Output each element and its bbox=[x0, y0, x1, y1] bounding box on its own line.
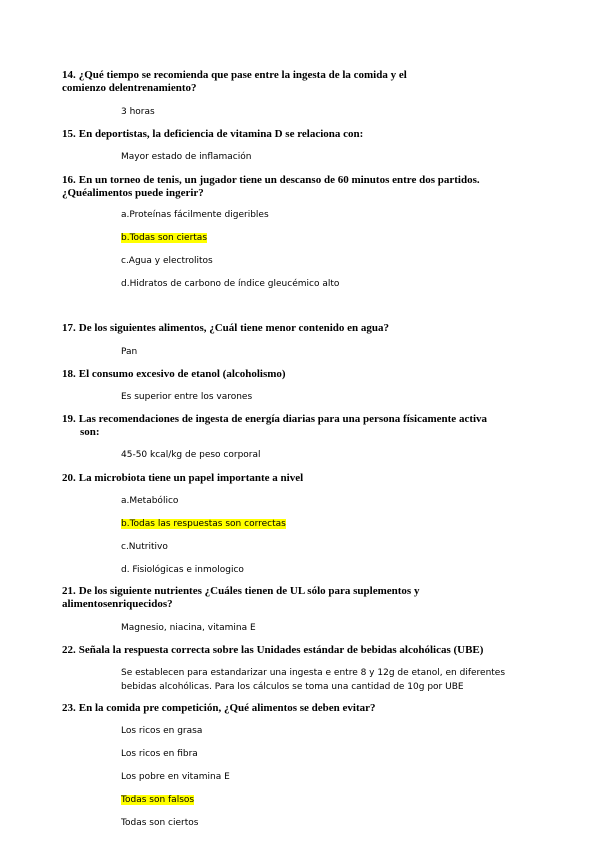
question-number: 18. bbox=[62, 368, 76, 380]
answer-line-2: bebidas alcohólicas. Para los cálculos se toma una cantidad de 10g por UBE bbox=[121, 682, 464, 692]
question-text: De los siguiente nutrientes ¿Cuáles tienen de UL sólo para suplementos y bbox=[78, 585, 420, 597]
answer: 45-50 kcal/kg de peso corporal bbox=[121, 450, 261, 460]
question-number: 15. bbox=[62, 128, 76, 140]
answer-option-a: a.Metabólico bbox=[121, 496, 179, 506]
question-text: La microbiota tiene un papel importante a nivel bbox=[78, 472, 304, 484]
answer-option-3: Los pobre en vitamina E bbox=[121, 772, 230, 782]
question-text: El consumo excesivo de etanol (alcoholismo) bbox=[78, 368, 286, 380]
question-number: 20. bbox=[62, 472, 76, 484]
question-text: En un torneo de tenis, un jugador tiene un descanso de 60 minutos entre dos partidos. bbox=[78, 174, 480, 186]
answer: Magnesio, niacina, vitamina E bbox=[121, 623, 256, 633]
answer-option-c: c.Nutritivo bbox=[121, 542, 168, 552]
question-number: 16. bbox=[62, 174, 76, 186]
question-15 bbox=[62, 128, 517, 141]
question-number: 23. bbox=[62, 702, 76, 714]
answer-option-c: c.Agua y electrolitos bbox=[121, 256, 213, 266]
question-number: 19. bbox=[62, 413, 76, 425]
answer: 3 horas bbox=[121, 107, 155, 117]
highlighted-answer: b.Todas las respuestas son correctas bbox=[121, 519, 286, 529]
answer-option-d: d.Hidratos de carbono de índice gleucémico alto bbox=[121, 279, 340, 289]
question-number: 22. bbox=[62, 644, 76, 656]
question-text-continued: alimentosenriquecidos? bbox=[62, 598, 173, 610]
question-19 bbox=[62, 413, 517, 439]
question-20 bbox=[62, 472, 517, 485]
question-21 bbox=[62, 585, 517, 611]
answer-line-1: Se establecen para estandarizar una ingesta e entre 8 y 12g de etanol, en diferentes bbox=[121, 668, 506, 678]
question-text: De los siguientes alimentos, ¿Cuál tiene menor contenido en agua? bbox=[78, 322, 389, 334]
question-number: 17. bbox=[62, 322, 76, 334]
question-text: En la comida pre competición, ¿Qué alimentos se deben evitar? bbox=[78, 702, 376, 714]
question-text-continued: ¿Quéalimentos puede ingerir? bbox=[62, 187, 204, 199]
question-17 bbox=[62, 322, 517, 335]
answer-option-4-highlighted bbox=[121, 793, 521, 807]
question-number: 21. bbox=[62, 585, 76, 597]
highlighted-answer: b.Todas son ciertas bbox=[121, 233, 208, 243]
answer-option-d: d. Fisiológicas e inmologico bbox=[121, 565, 244, 575]
question-number: 14. bbox=[62, 69, 76, 81]
question-18 bbox=[62, 368, 517, 381]
answer: Mayor estado de inflamación bbox=[121, 152, 252, 162]
question-22 bbox=[62, 644, 517, 657]
question-text-continued: comienzo delentrenamiento? bbox=[62, 82, 197, 94]
answer: Pan bbox=[121, 347, 138, 357]
answer-option-b-highlighted bbox=[121, 231, 521, 245]
highlighted-answer: Todas son falsos bbox=[121, 795, 195, 805]
question-16 bbox=[62, 174, 517, 200]
answer-option-b-highlighted bbox=[121, 517, 521, 531]
answer-option-a: a.Proteínas fácilmente digeribles bbox=[121, 210, 269, 220]
answer-option-2: Los ricos en fibra bbox=[121, 749, 198, 759]
question-text: Las recomendaciones de ingesta de energía diarias para una persona físicamente activa bbox=[78, 413, 488, 425]
question-text-continued: son: bbox=[80, 426, 100, 438]
question-14 bbox=[62, 69, 517, 95]
answer-option-1: Los ricos en grasa bbox=[121, 726, 203, 736]
answer: Es superior entre los varones bbox=[121, 392, 253, 402]
question-23 bbox=[62, 702, 517, 715]
question-text: ¿Qué tiempo se recomienda que pase entre la ingesta de la comida y el bbox=[78, 69, 407, 81]
answer-option-5: Todas son ciertos bbox=[121, 818, 199, 828]
question-text: En deportistas, la deficiencia de vitamina D se relaciona con: bbox=[78, 128, 364, 140]
question-text: Señala la respuesta correcta sobre las Unidades estándar de bebidas alcohólicas (UBE) bbox=[78, 644, 484, 656]
